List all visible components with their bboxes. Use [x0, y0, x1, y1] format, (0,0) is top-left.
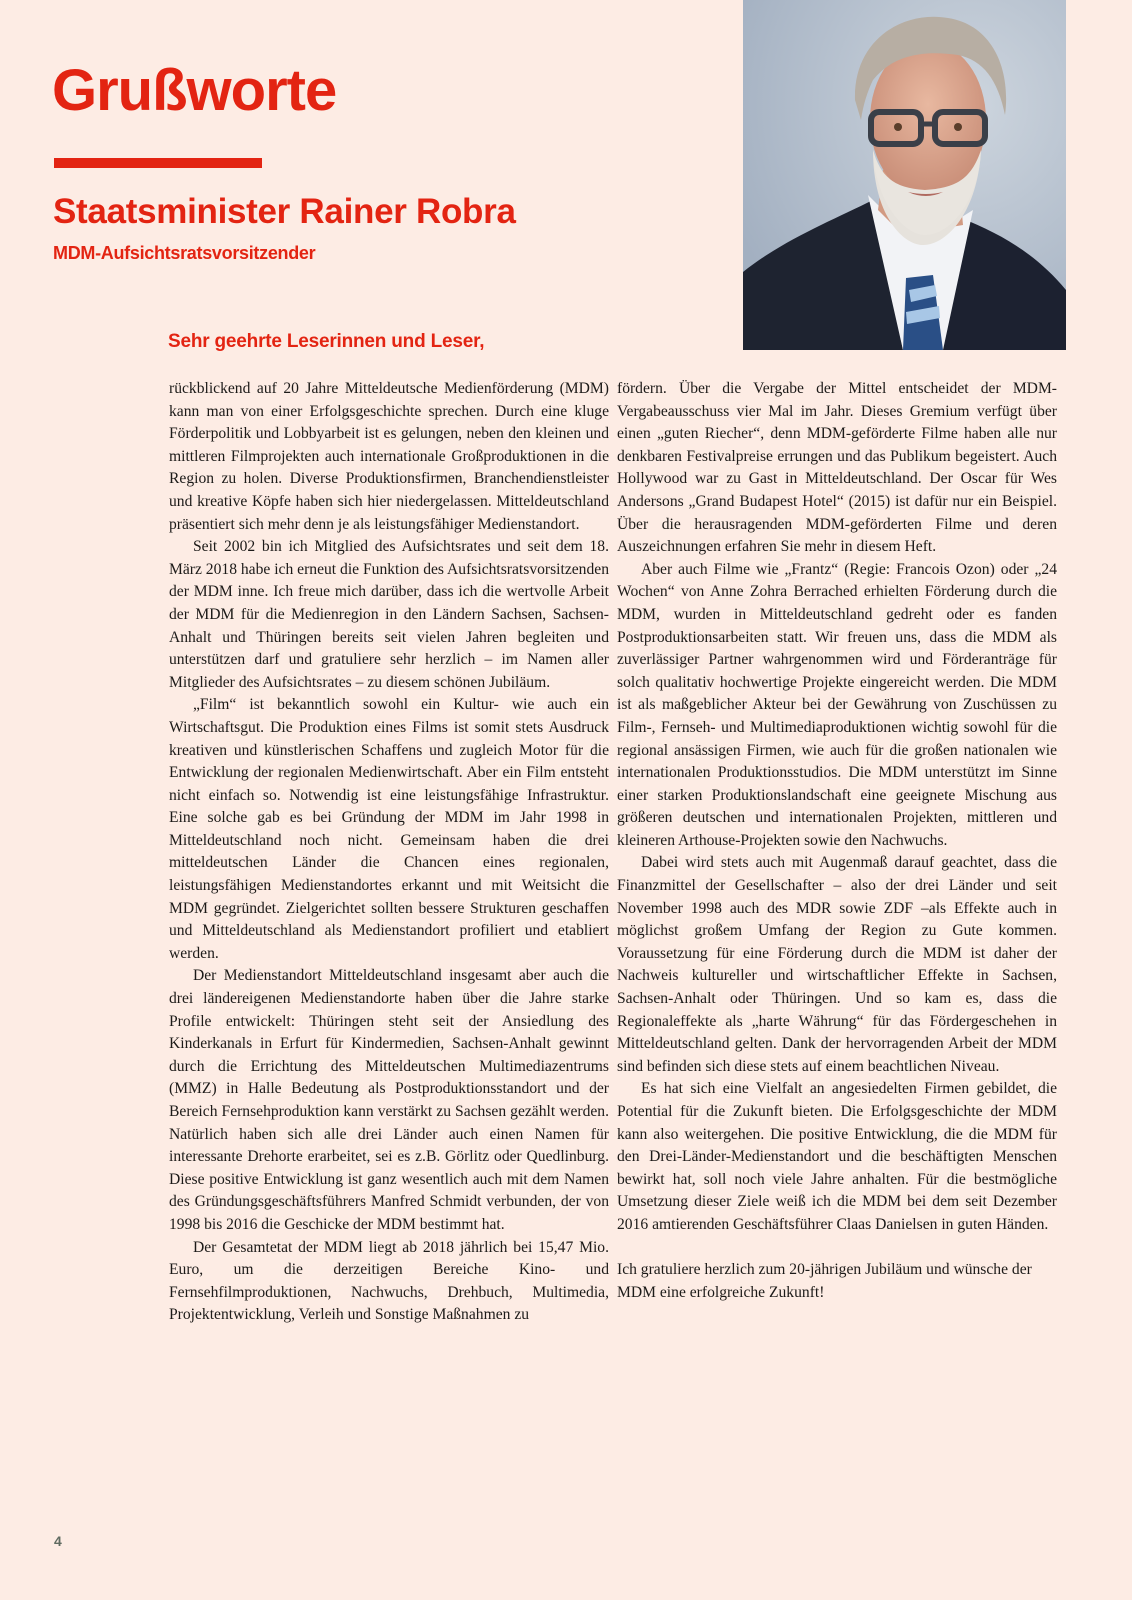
author-name: Staatsminister Rainer Robra: [53, 192, 516, 231]
paragraph: Dabei wird stets auch mit Augenmaß darauf geachtet, dass die Finanzmittel der Gesellschafter – also der drei Länder und seit November 1998 auch des MDR sowie ZDF –als Effekte auch in möglichst großem Umfang der Region zu Gute kommen. Voraussetzung für eine Förderung durch die MDM ist daher der Nachweis kultureller und wirtschaftlicher Effekte in Sachsen, Sachsen-Anhalt oder Thüringen. Und so kam es, dass die Regionaleffekte als „harte Währung“ für das Fördergeschehen in Mitteldeutschland gelten. Dank der hervorragenden Arbeit der MDM sind befinden sich diese stets auf einem beachtlichen Niveau.: [617, 854, 1057, 1075]
portrait-photo: [743, 0, 1066, 350]
paragraph: Der Gesamtetat der MDM liegt ab 2018 jährlich bei 15,47 Mio. Euro, um die derzeitigen Bereiche Kino- und Fernsehfilmproduktionen, Nachwuchs, Drehbuch, Multimedia, Projektentwicklung, Verleih und Sonstige Maßnahmen zu: [169, 1238, 609, 1324]
author-role: MDM-Aufsichtsratsvorsitzender: [53, 243, 316, 263]
page-title: Grußworte: [52, 58, 337, 123]
portrait-photo-icon: [743, 0, 1066, 350]
paragraph: Seit 2002 bin ich Mitglied des Aufsichtsrates und seit dem 18. März 2018 habe ich erneut die Funktion des Aufsichtsratsvorsitzenden der MDM inne. Ich freue mich darüber, dass ich die wertvolle Arbeit der MDM für die Medienregion in den Ländern Sachsen, Sachsen-Anhalt und Thüringen bereits seit vielen Jahren begleiten und unterstützen darf und gratuliere sehr herzlich – im Namen aller Mitglieder des Aufsichtsrates – zu diesem schönen Jubiläum.: [169, 538, 609, 691]
salutation: Sehr geehrte Leserinnen und Leser,: [168, 331, 485, 352]
title-underline-rule: [54, 158, 262, 168]
paragraph: fördern. Über die Vergabe der Mittel entscheidet der MDM-Vergabeausschuss vier Mal im Jahr. Dieses Gremium verfügt über einen „guten Riecher“, denn MDM-geförderte Filme haben alle nur denkbaren Festivalpreise errungen und das Publikum begeistert. Auch Hollywood war zu Gast in Mitteldeutschland. Der Oscar für Wes Andersons „Grand Budapest Hotel“ (2015) ist dafür nur ein Beispiel. Über die herausragenden MDM-geförderten Filme und deren Auszeichnungen erfahren Sie mehr in diesem Heft.: [617, 380, 1057, 556]
page-number: 4: [54, 1533, 62, 1549]
paragraph: Aber auch Filme wie „Frantz“ (Regie: Francois Ozon) oder „24 Wochen“ von Anne Zohra Berrached erhielten Förderung durch die MDM, wurden in Mitteldeutschland gedreht oder es fanden Postproduktionsarbeiten statt. Wir freuen uns, dass die MDM als zuverlässiger Partner wahrgenommen wird und Förderanträge für solch qualitativ hochwertige Projekte eingereicht werden. Die MDM ist als maßgeblicher Akteur bei der Gewährung von Zuschüssen zu Film-, Fernseh- und Multimediaproduktionen wichtig sowohl für die regional ansässigen Firmen, wie auch für die großen nationalen wie internationalen Produktionsstudios. Die MDM unterstützt im Sinne einer starken Produktionslandschaft eine geeignete Mischung aus größeren deutschen und internationalen Projekten, mittleren und kleineren Arthouse-Projekten sowie den Nachwuchs.: [617, 560, 1057, 849]
paragraph: „Film“ ist bekanntlich sowohl ein Kultur- wie auch ein Wirtschaftsgut. Die Produktion eines Films ist somit stets Ausdruck kreativen und künstlerischen Schaffens und zugleich Motor für die Entwicklung der regionalen Medienwirtschaft. Aber ein Film entsteht nicht einfach so. Notwendig ist eine leistungsfähige Infrastruktur. Eine solche gab es bei Gründung der MDM im Jahr 1998 in Mitteldeutschland noch nicht. Gemeinsam haben die drei mitteldeutschen Länder die Chancen eines regionalen, leistungsfähigen Medienstandortes erkannt und mit Weitsicht die MDM gegründet. Zielgerichtet sollten bessere Strukturen geschaffen und Mitteldeutschland als Medienstandort profiliert und etabliert werden.: [169, 696, 609, 962]
body-column-right: [617, 378, 1057, 1304]
closing-paragraph: Ich gratuliere herzlich zum 20-jährigen Jubiläum und wünsche der MDM eine erfolgreiche Zukunft!: [617, 1261, 1032, 1301]
paragraph: Der Medienstandort Mitteldeutschland insgesamt aber auch die drei ländereigenen Medienstandorte haben über die Jahre starke Profile entwickelt: Thüringen steht seit der Ansiedlung des Kinderkanals in Erfurt für Kindermedien, Sachsen-Anhalt gewinnt durch die Errichtung des Mitteldeutschen Multimediazentrums (MMZ) in Halle Bedeutung als Postproduktionsstandort und der Bereich Fernsehproduktion kann verstärkt zu Sachsen gezählt werden. Natürlich haben sich alle drei Länder auch einen Namen für interessante Drehorte erarbeitet, sei es z.B. Görlitz oder Quedlinburg. Diese positive Entwicklung ist ganz wesentlich auch mit dem Namen des Gründungsgeschäftsführers Manfred Schmidt verbunden, der von 1998 bis 2016 die Geschicke der MDM bestimmt hat.: [169, 967, 609, 1233]
paragraph: Es hat sich eine Vielfalt an angesiedelten Firmen gebildet, die Potential für die Zukunft bieten. Die Erfolgsgeschichte der MDM kann also weitergehen. Die positive Entwicklung, die die MDM für den Drei-Länder-Medienstandort und die beschäftigten Menschen bewirkt hat, soll noch viele Jahre anhalten. Für die bestmögliche Umsetzung dieser Ziele weiß ich die MDM bei dem seit Dezember 2016 amtierenden Geschäftsführer Claas Danielsen in guten Händen.: [617, 1080, 1057, 1233]
paragraph: rückblickend auf 20 Jahre Mitteldeutsche Medienförderung (MDM) kann man von einer Erfolgsgeschichte sprechen. Durch eine kluge Förderpolitik und Lobbyarbeit ist es gelungen, neben den kleinen und mittleren Filmprojekten auch internationale Großproduktionen in die Region zu holen. Diverse Produktionsfirmen, Branchendienstleister und kreative Köpfe haben sich hier niedergelassen. Mitteldeutschland präsentiert sich mehr denn je als leistungsfähiger Medienstandort.: [169, 380, 609, 533]
body-column-left: [169, 378, 609, 1327]
